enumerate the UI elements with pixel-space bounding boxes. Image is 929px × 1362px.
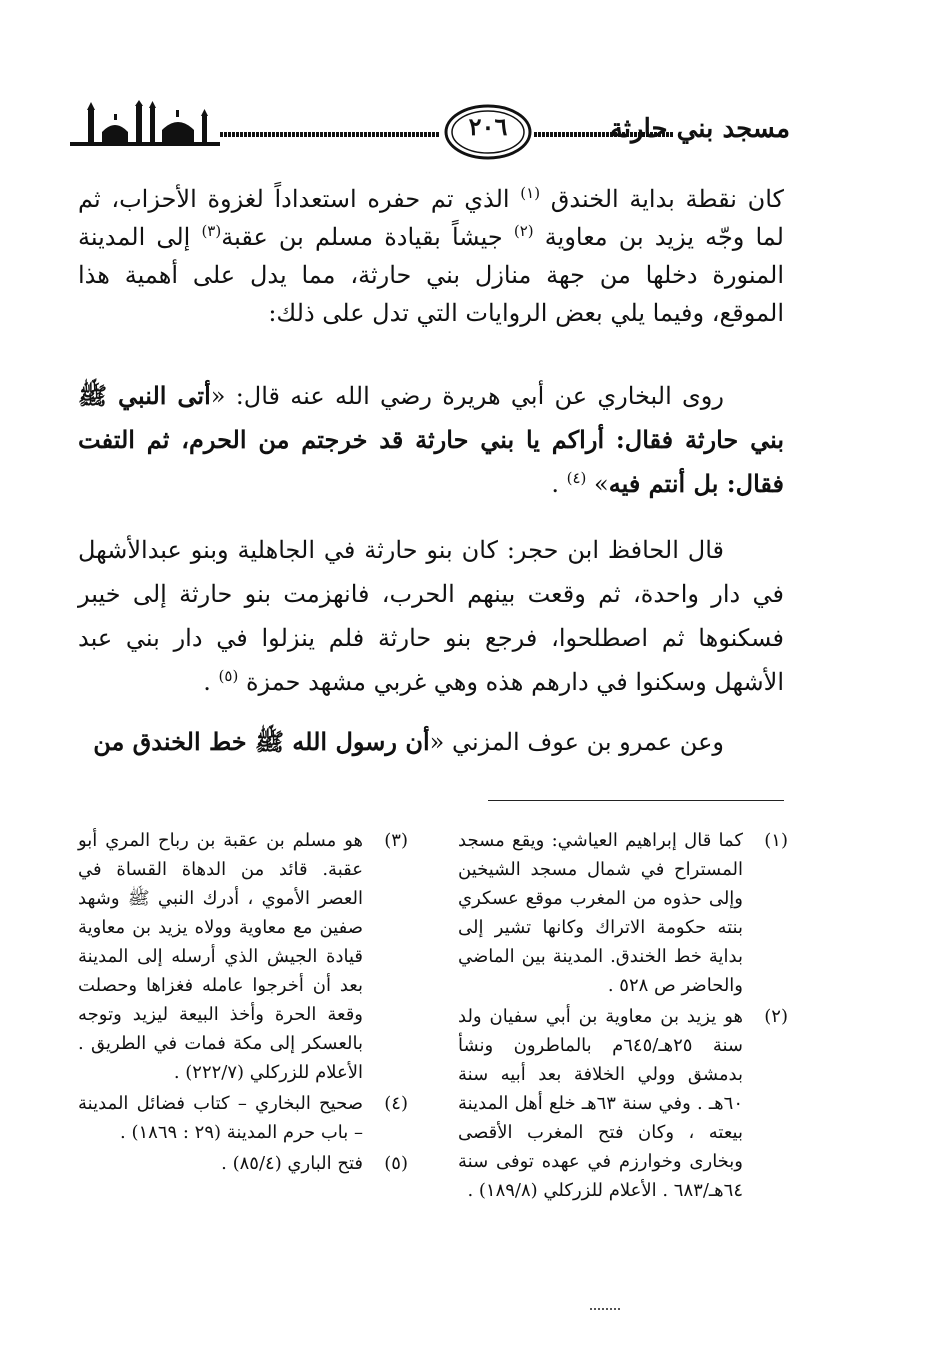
bottom-mark xyxy=(590,1308,620,1310)
paragraph-1 xyxy=(78,180,784,332)
footnote-ref-1[interactable]: (١) xyxy=(520,184,541,202)
p3-text-1: قال الحافظ ابن حجر: كان بنو حارثة في الجاهلية وبنو عبدالأشهل في دار واحدة، ثم وقعت بينهم الحرب، فانهزمت بنو حارثة إلى خيبر فسكنوها ثم اصطلحوا، فرجع بنو حارثة فلم ينزلوا في دار بني عبد الأشهل وسكنوا في دارهم هذه وهي غربي مشهد حمزة xyxy=(78,536,784,696)
footnote-text: كما قال إبراهيم العياشي: ويقع مسجد المستراح في شمال مسجد الشيخين وإلى حذوه من المغرب موقع عسكري بنته حكومة الاتراك وكانها تشير إلى بداية خط الخندق. المدينة بين الماضي والحاضر ص ٥٢٨ . xyxy=(458,830,743,996)
paragraph-3 xyxy=(78,528,784,704)
footnote-number: (٣) xyxy=(384,830,408,851)
p4-quote: أن رسول الله ﷺ خط الخندق من xyxy=(93,727,430,756)
footnote-5 xyxy=(78,1149,408,1178)
footnote-text: هو مسلم بن عقبة بن رباح المري أبو عقبة. قائد من الدهاة القساة في العصر الأموي ، أدرك النبي ﷺ وشهد صفين مع معاوية وولاه يزيد بن معاوية قيادة الجيش الذي أرسله إلى المدينة بعد أن أخرجوا عامله فغزاها وحصلت وقعة الحرة وأخذ البيعة ليزيد وتوجه بالعسكر إلى مكة فمات في الطريق . الأعلام للزركلي (٢٢٢/٧) . xyxy=(78,830,363,1083)
p1-text-2: الذي تم حفره استعداداً لغزوة الأحزاب، ثم لما وجّه يزيد بن معاوية xyxy=(78,185,784,251)
footnote-separator xyxy=(488,800,784,801)
paragraph-4 xyxy=(78,722,784,762)
p2-text-1: روى البخاري عن أبي هريرة رضي الله عنه قال: « xyxy=(210,382,724,410)
p2-quote-close: » xyxy=(594,470,609,498)
p3-end: . xyxy=(203,668,211,696)
footnote-text: هو يزيد بن معاوية بن أبي سفيان ولد سنة ٢٥هـ/٦٤٥م بالماطرون ونشأ بدمشق وولي الخلافة بعد أبيه سنة ٦٠هـ . وفي سنة ٦٣هـ خلع أهل المدينة بيعته ، وكان فتح المغرب الأقصى وبخارى وخوارزم في عهده توفى سنة ٦٤هـ/٦٨٣ . الأعلام للزركلي (١٨٩/٨) . xyxy=(458,1006,744,1201)
mosque-silhouette-icon xyxy=(70,100,220,150)
p1-text-3: جيشاً بقيادة مسلم بن عقبة xyxy=(221,223,503,251)
paragraph-2 xyxy=(78,374,784,506)
running-title: مسجد بني حارثة xyxy=(609,114,790,144)
footnote-number: (٤) xyxy=(384,1093,408,1114)
header-rule-left xyxy=(220,132,440,137)
footnote-text: فتح الباري (٨٥/٤) . xyxy=(221,1153,363,1174)
footnote-text: صحيح البخاري – كتاب فضائل المدينة – باب حرم المدينة (٢٩ : ١٨٦٩) . xyxy=(78,1093,363,1143)
footnotes-left-column xyxy=(78,826,408,1180)
p4-text-1: وعن عمرو بن عوف المزني « xyxy=(429,728,724,756)
footnote-ref-3[interactable]: (٣) xyxy=(201,222,222,240)
footnote-number: (١) xyxy=(764,830,788,851)
footnote-ref-2[interactable]: (٢) xyxy=(513,222,534,240)
footnote-number: (٢) xyxy=(764,1006,788,1027)
page-number: ٢٠٦ xyxy=(468,112,508,141)
footnote-ref-4[interactable]: (٤) xyxy=(566,469,587,487)
footnote-number: (٥) xyxy=(384,1153,408,1174)
footnote-4 xyxy=(78,1089,408,1147)
footnote-ref-5[interactable]: (٥) xyxy=(218,667,239,685)
hadith-quote: أتى النبي ﷺ بني حارثة فقال: أراكم يا بني حارثة قد خرجتم من الحرم، ثم التفت فقال: بل أنتم فيه xyxy=(78,381,784,498)
footnotes-right-column xyxy=(458,826,788,1207)
footnote-2 xyxy=(458,1002,788,1205)
page-number-frame xyxy=(442,102,534,162)
p1-text-4: إلى المدينة المنورة دخلها من جهة منازل بني حارثة، مما يدل على أهمية هذا الموقع، وفيما يلي بعض الروايات التي تدل على ذلك: xyxy=(78,223,784,327)
p1-text-1: كان نقطة بداية الخندق xyxy=(550,185,784,213)
page-header xyxy=(70,92,790,172)
footnote-1 xyxy=(458,826,788,1000)
footnote-3 xyxy=(78,826,408,1087)
p2-end: . xyxy=(551,470,559,498)
